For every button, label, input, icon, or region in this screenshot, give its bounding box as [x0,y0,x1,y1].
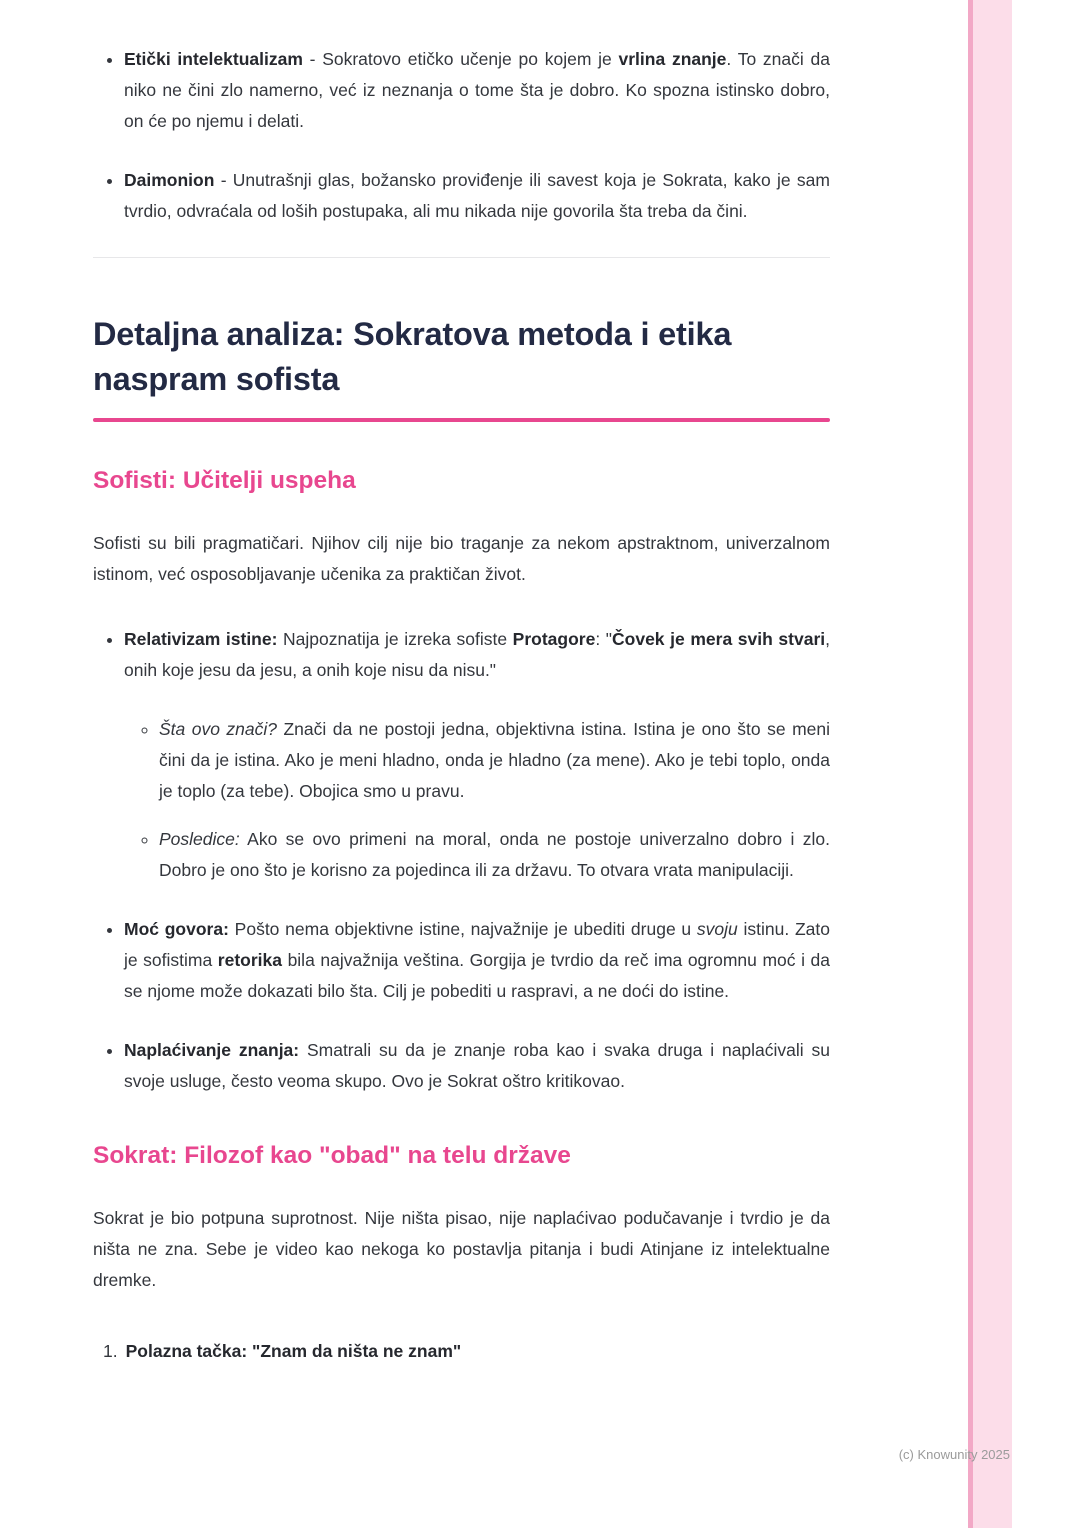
body-text: Znači da ne postoji jedna, objektivna istina. Istina je ono što se meni čini da je istina. Ako je meni hladno, onda je hladno (za mene). Ako je tebi toplo, onda je toplo (za tebe). Obojica smo u pravu. [159,719,831,801]
item-number: 1. [103,1341,118,1361]
term-bold: Etički intelektualizam [124,49,303,69]
body-text: istinu. Zato je sofistima [124,919,830,970]
term-italic: Posledice: [159,829,240,849]
term-bold: vrlina znanje [618,49,727,69]
body-text: Ako se ovo primeni na moral, onda ne postoje univerzalno dobro i zlo. Dobro je ono što je korisno za pojedinca ili za državu. To otvara vrata manipulaciji. [159,829,830,880]
body-text: - Sokratovo etičko učenje po kojem je [302,49,619,69]
item-text: Polazna tačka: "Znam da ništa ne znam" [125,1341,462,1361]
intro-bullet-list [93,44,830,227]
sub-item-posledice [159,824,830,886]
watermark: (c) Knowunity 2025 [898,1447,1010,1462]
list-item-relativizam [124,624,830,886]
body-text: , onih koje jesu da jesu, a onih koje nisu da nisu." [124,629,830,680]
body-text: : " [595,629,613,649]
term-bold: retorika [217,950,282,970]
subheading-sofisti: Sofisti: Učitelji uspeha [93,467,356,494]
body-text: Smatrali su da je znanje roba kao i svaka druga i naplaćivali su svoje usluge, često veoma skupo. Ovo je Sokrat oštro kritikovao. [124,1040,830,1091]
term-bold: Relativizam istine: [124,629,278,649]
body-text: Pošto nema objektivne istine, najvažnije je ubediti druge u [228,919,697,939]
body-text: bila najvažnija veština. Gorgija je tvrdio da reč ima ogromnu moć i da se njome može dokazati bilo šta. Cilj je pobediti u raspravi, a ne doći do istine. [124,950,830,1001]
page-edge-stripe [968,0,1012,1528]
term-italic: Šta ovo znači? [159,719,278,739]
term-italic: svoju [696,919,738,939]
sub-item-sta-ovo-znaci [159,714,830,807]
heading-underline [93,418,830,422]
document-content [93,44,830,1367]
list-item-moc-govora [124,914,830,1007]
quote-bold: Čovek je mera svih stvari [612,629,826,649]
term-bold: Moć govora: [124,919,229,939]
section-divider [93,257,830,258]
numbered-item-polazna-tacka [93,1336,830,1367]
body-text: - Unutrašnji glas, božansko proviđenje ili savest koja je Sokrata, kako je sam tvrdio, odvraćala od loših postupaka, ali mu nikada nije govorila šta treba da čini. [124,170,830,221]
subheading-sokrat: Sokrat: Filozof kao "obad" na telu države [93,1142,571,1169]
list-item-naplacivanje [124,1035,830,1097]
sofisti-bullet-list [93,624,830,1097]
term-bold: Daimonion [124,170,215,190]
term-bold: Naplaćivanje znanja: [124,1040,300,1060]
paragraph-sofisti-intro: Sofisti su bili pragmatičari. Njihov cilj nije bio traganje za nekom apstraktnom, univerzalnom istinom, već osposobljavanje učenika za praktičan život. [93,533,830,584]
body-text: . To znači da niko ne čini zlo namerno, već iz neznanja o tome šta je dobro. Ko spozna istinsko dobro, on će po njemu i delati. [124,49,830,131]
paragraph-sokrat-intro: Sokrat je bio potpuna suprotnost. Nije ništa pisao, nije naplaćivao podučavanje i tvrdio je da ništa ne zna. Sebe je video kao nekoga ko postavlja pitanja i budi Atinjane iz intelektualne dremke. [93,1208,830,1290]
main-heading: Detaljna analiza: Sokratova metoda i etika naspram sofista [93,316,732,397]
term-bold: Protagore [512,629,596,649]
list-item-daimonion [124,165,830,227]
relativizam-sub-list [126,714,830,886]
list-item-eticki-intelektualizam [124,44,830,137]
body-text: Najpoznatija je izreka sofiste [277,629,513,649]
